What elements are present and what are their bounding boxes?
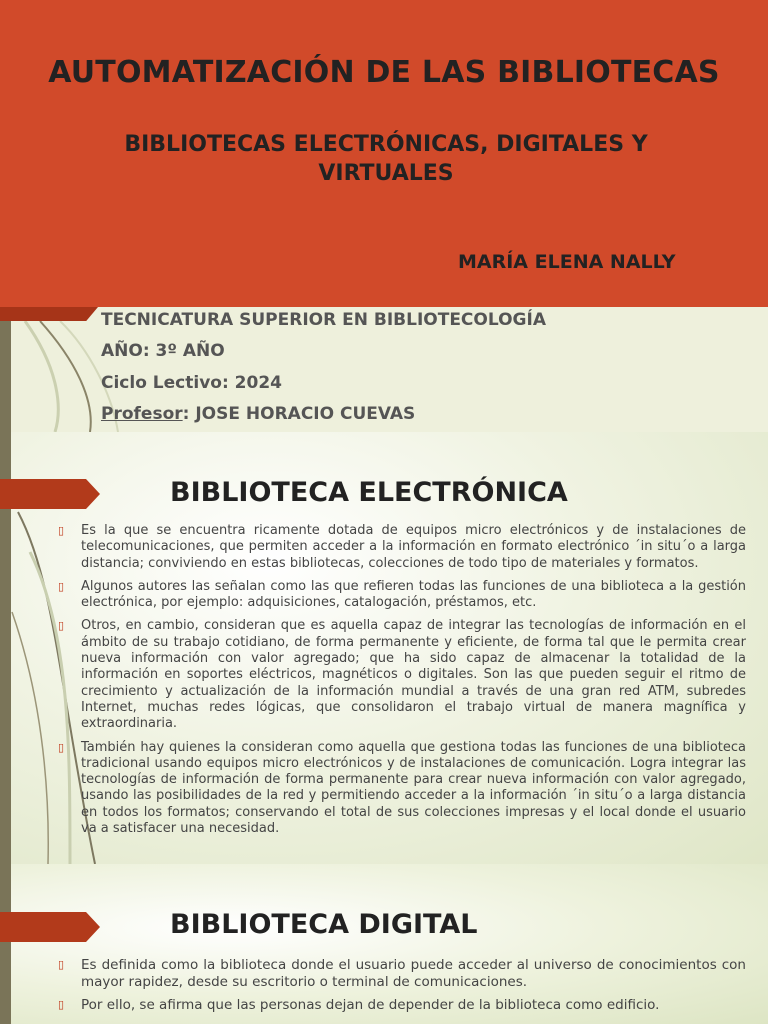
professor-line — [101, 404, 415, 424]
bullet-icon: ▯ — [58, 958, 65, 971]
list-item: ▯ Por ello, se afirma que las personas dejan de depender de la biblioteca como edificio. — [58, 997, 660, 1013]
list-item: ▯ Es definida como la biblioteca donde el usuario puede acceder al universo de conocimientos con mayor rapidez, desde su escritorio o terminal de comunicaciones. — [58, 957, 746, 990]
professor-label: Profesor — [101, 404, 183, 424]
bullet-icon: ▯ — [58, 619, 65, 633]
electronic-library-slide — [0, 432, 768, 864]
title-slide — [0, 0, 768, 432]
bullet-icon: ▯ — [58, 524, 65, 537]
digital-library-slide — [0, 864, 768, 1024]
left-bar — [0, 864, 11, 1024]
presentation-subtitle: BIBLIOTECAS ELECTRÓNICAS, DIGITALES Y VIRTUALES — [124, 132, 648, 186]
slide-title: BIBLIOTECA ELECTRÓNICA — [170, 477, 568, 508]
left-bar — [0, 321, 11, 432]
title-arrow — [0, 912, 100, 942]
list-item: ▯ Es la que se encuentra ricamente dotada de equipos micro electrónicos y de instalaciones de telecomunicaciones, que permiten acceder a la información en formato electrónico ´in situ´o a larga distancia; conviviendo en estas bibliotecas, colecciones de todo tipo de materiales y formatos. — [58, 523, 746, 571]
bullet-icon: ▯ — [58, 740, 65, 754]
school-cycle: Ciclo Lectivo: 2024 — [101, 373, 282, 393]
course-year: AÑO: 3º AÑO — [101, 341, 225, 361]
title-arrow — [0, 479, 100, 509]
slide-title: BIBLIOTECA DIGITAL — [170, 909, 478, 940]
bullet-icon: ▯ — [58, 998, 65, 1011]
presentation-title: AUTOMATIZACIÓN DE LAS BIBLIOTECAS — [48, 55, 720, 90]
bullet-list — [58, 523, 746, 844]
list-item: ▯ Algunos autores las señalan como las que refieren todas las funciones de una biblioteca a la gestión electrónica, por ejemplo: adquisiciones, catalogación, préstamos, etc. — [58, 578, 746, 611]
list-item: ▯ Otros, en cambio, consideran que es aquella capaz de integrar las tecnologías de información en el ámbito de su trabajo cotidiano, de forma permanente y eficiente, de forma tal que le permita crear nueva información con valor agregado; que ha sido capaz de almacenar la totalidad de la información en soportes eléctricos, magnéticos o digitales. Son las que pueden seguir el ritmo de crecimiento y actualización de la información mundial a través de una gran red ATM, subredes Internet, muchas redes lógicas, que consolidaron el trabajo virtual de manera magnífica y extraordinaria. — [58, 618, 746, 732]
professor-name: : JOSE HORACIO CUEVAS — [182, 404, 416, 424]
bullet-list — [58, 957, 746, 1021]
accent-strip — [0, 307, 98, 321]
author-name: MARÍA ELENA NALLY — [458, 251, 676, 273]
program-name: TECNICATURA SUPERIOR EN BIBLIOTECOLOGÍA — [101, 310, 546, 330]
bullet-icon: ▯ — [58, 579, 65, 593]
list-item: ▯ También hay quienes la consideran como aquella que gestiona todas las funciones de una biblioteca tradicional usando equipos micro electrónicos y de instalaciones de comunicación. Logra integrar las tecnologías de información de forma permanente para crear nueva información con valor agregado, usando las posibilidades de la red y permitiendo acceder a la información ´in situ´o a larga distancia en todos los formatos; conservando el total de sus colecciones impresas y el local donde el usuario va a satisfacer una necesidad. — [58, 739, 746, 837]
